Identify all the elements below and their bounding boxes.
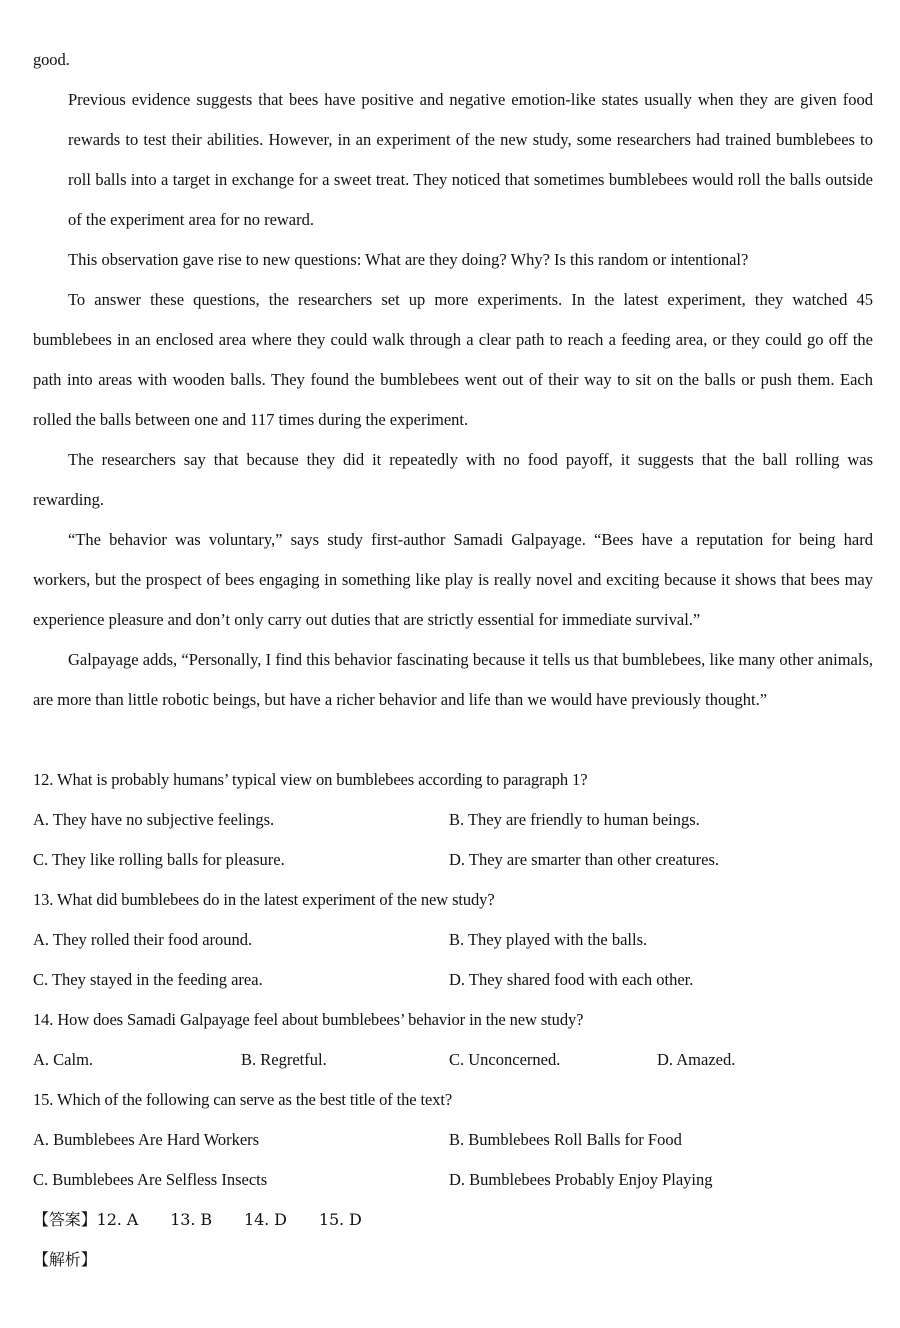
options-row [33,1160,873,1200]
options-row [33,1120,873,1160]
option-a: A. Bumblebees Are Hard Workers [33,1130,260,1149]
paragraph-text: “The behavior was voluntary,” says study first-author Samadi Galpayage. “Bees have a reputation for being hard workers, but the prospect of bees engaging in something like play is really novel and exciting because it shows that bees may experience pleasure and don’t only carry out duties that are strictly essential for immediate survival.” [33,530,873,629]
option-a: A. They have no subjective feelings. [33,810,275,829]
passage-paragraph-6 [33,640,873,760]
options-row [33,800,873,840]
question-14 [33,1000,873,1080]
passage-paragraph-4 [33,440,873,520]
option-c: C. They like rolling balls for pleasure. [33,850,285,869]
question-12 [33,760,873,880]
answer-key [33,1200,873,1240]
options-row [33,960,873,1000]
passage-paragraph-2 [33,240,873,280]
option-d: D. They shared food with each other. [449,970,694,989]
answer-item-13: 13. B [170,1210,212,1229]
options-row [33,1040,873,1080]
option-d: D. They are smarter than other creatures. [449,850,719,869]
option-b: B. They are friendly to human beings. [449,810,700,829]
paragraph-text: Galpayage adds, “Personally, I find this behavior fascinating because it tells us that bumblebees, like many other animals, are more than little robotic beings, but have a richer behavior and life than we would have previously thought.” [33,650,873,709]
option-b: B. Bumblebees Roll Balls for Food [449,1130,682,1149]
paragraph-text: This observation gave rise to new questions: What are they doing? Why? Is this random or intentional? [68,250,749,269]
passage-paragraph-5 [33,520,873,640]
option-c: C. They stayed in the feeding area. [33,970,263,989]
options-row [33,840,873,880]
option-b: B. They played with the balls. [449,930,648,949]
paragraph-text: The researchers say that because they did it repeatedly with no food payoff, it suggests that the ball rolling was rewarding. [33,450,873,509]
analysis-label: 【解析】 [33,1250,97,1269]
document-page [33,40,873,1280]
options-row [33,920,873,960]
question-stem: 15. Which of the following can serve as the best title of the text? [33,1090,453,1109]
option-a: A. They rolled their food around. [33,930,253,949]
question-stem: 12. What is probably humans’ typical view on bumblebees according to paragraph 1? [33,770,588,789]
passage-paragraph-1 [33,80,873,240]
question-13 [33,880,873,1000]
option-d: D. Amazed. [657,1050,736,1069]
answer-item-15: 15. D [318,1210,362,1229]
answer-item-12: 12. A [96,1210,139,1229]
paragraph-text: Previous evidence suggests that bees have positive and negative emotion-like states usually when they are given food rewards to test their abilities. However, in an experiment of the new study, some researchers had trained bumblebees to roll balls into a target in exchange for a sweet treat. They noticed that sometimes bumblebees would roll the balls outside of the experiment area for no reward. [68,90,873,229]
paragraph-text: To answer these questions, the researchers set up more experiments. In the latest experiment, they watched 45 bumblebees in an enclosed area where they could walk through a clear path to reach a feeding area, or they could go off the path into areas with wooden balls. They found the bumblebees went out of their way to sit on the balls or push them. Each rolled the balls between one and 117 times during the experiment. [33,290,873,429]
option-c: C. Unconcerned. [449,1050,561,1069]
question-15 [33,1080,873,1200]
option-b: B. Regretful. [241,1050,327,1069]
option-a: A. Calm. [33,1050,94,1069]
question-stem: 13. What did bumblebees do in the latest experiment of the new study? [33,890,495,909]
option-d: D. Bumblebees Probably Enjoy Playing [449,1170,713,1189]
passage-paragraph-3 [33,280,873,440]
option-c: C. Bumblebees Are Selfless Insects [33,1170,268,1189]
passage-fragment: good. [33,50,70,69]
answer-item-14: 14. D [244,1210,287,1229]
question-stem: 14. How does Samadi Galpayage feel about bumblebees’ behavior in the new study? [33,1010,584,1029]
answer-label: 【答案】 [33,1210,97,1229]
